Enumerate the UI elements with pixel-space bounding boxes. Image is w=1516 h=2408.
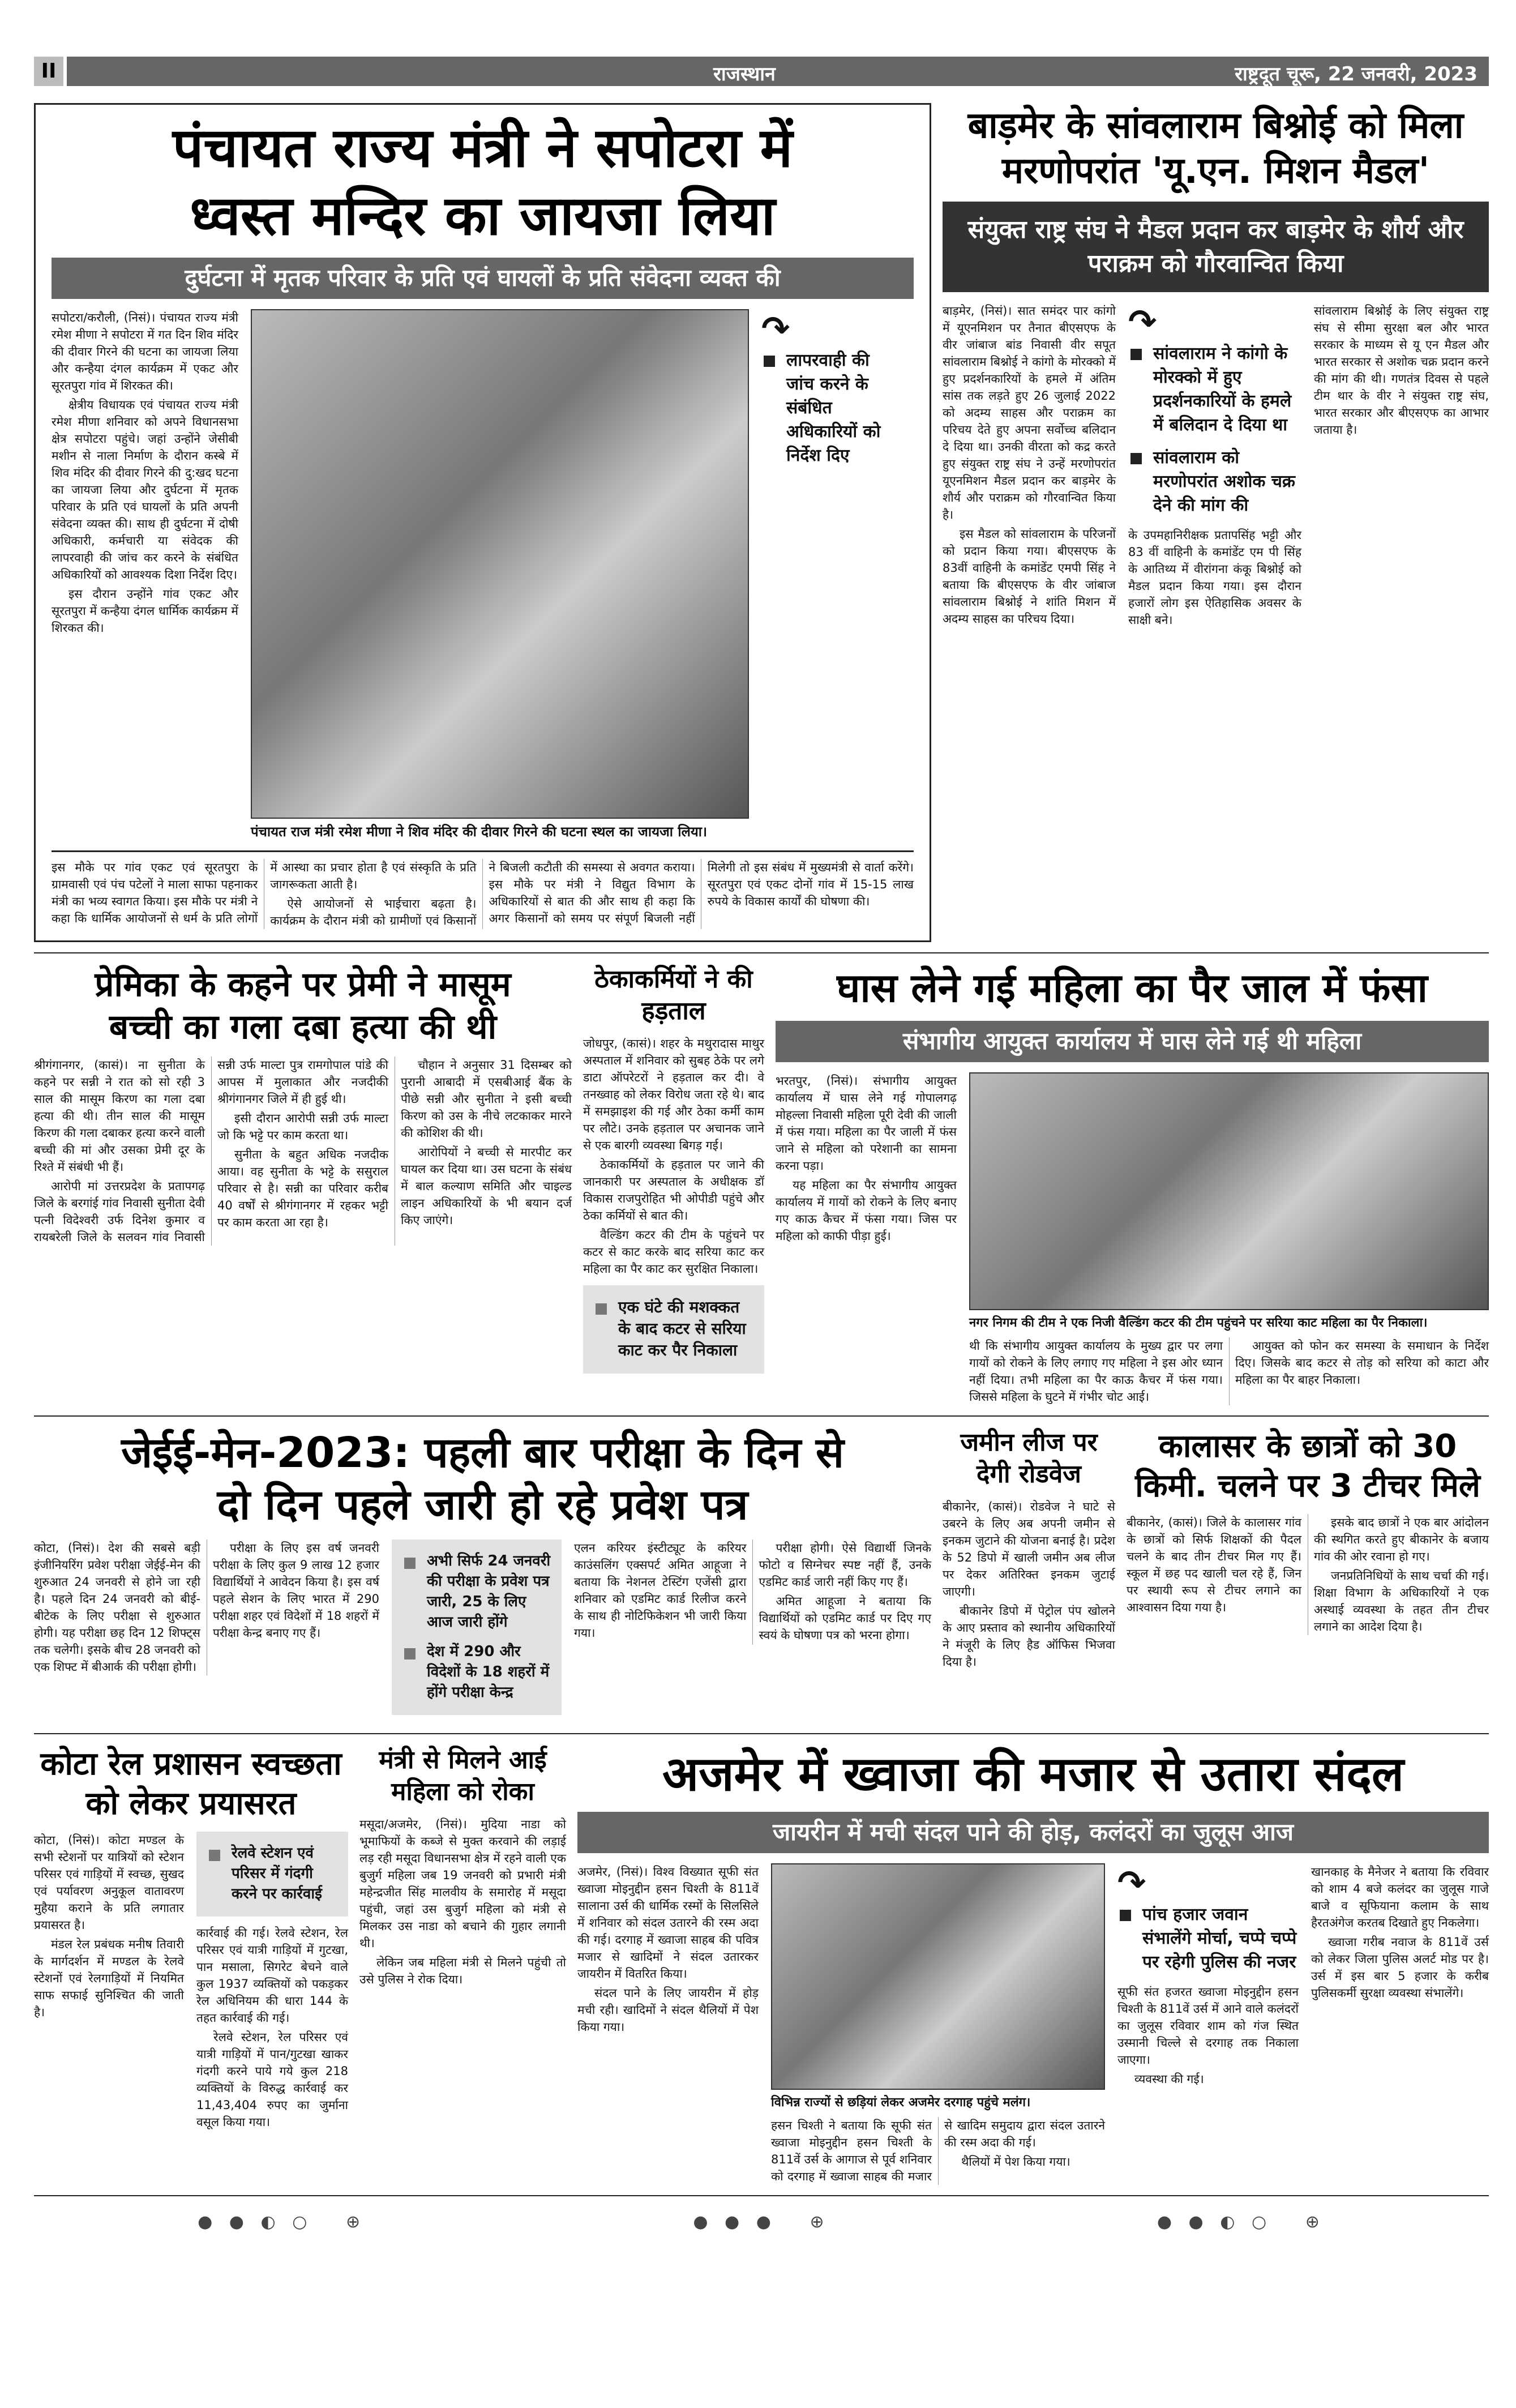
body-paragraph: थैलियों में पेश किया गया।	[961, 2154, 1070, 2169]
article-roadways-lease	[943, 1427, 1115, 1673]
headline	[34, 1427, 931, 1532]
body-paragraph: इसी दौरान आरोपी सन्नी उर्फ माल्टा जो कि भट्टे पर काम करता था।	[217, 1111, 388, 1142]
body-paragraph: परीक्षा होगी। ऐसे विद्यार्थी जिनके फोटो व सिग्नेचर स्पष्ट नहीं हैं, उनके एडमिट कार्ड जारी नहीं किए गए हैं।	[759, 1541, 931, 1589]
page-header	[34, 57, 1489, 86]
article-body-continued	[574, 1539, 931, 1645]
body-paragraph: मंडल रेल प्रबंधक मनीष तिवारी के मार्गदर्शन में मण्डल के रेलवे स्टेशनों एवं रेलगाड़ियों में नियमित साफ सफाई सुनिश्चित की जाती है।	[34, 1937, 184, 2019]
body-paragraph: रेलवे स्टेशन, रेल परिसर एवं यात्री गाड़ियों में पान/गुटखा खाकर गंदगी करने पाये गये कुल 218 व्यक्तियों के विरुद्ध कार्रवाई कर 11,43,404 रुपए का जुर्माना वसूल किया गया।	[196, 2030, 348, 2129]
body-paragraph: सूफी संत हजरत ख्वाजा मोइनुद्दीन हसन चिश्ती के 811वें उर्स में आने वाले कलंदरों का जुलूस रविवार शाम को गंज स्थित उस्मानी चिल्ले से दरगाह तक निकाला जाएगा।	[1117, 1984, 1299, 2067]
body-paragraph: ठेकाकर्मियों के हड़ताल पर जाने की जानकारी पर अस्पताल के अधीक्षक डॉ विकास राजपुरोहित भी ओपीडी पहुंचे और ठेका कर्मियों से बात की।	[583, 1157, 764, 1222]
photo-caption: विभिन्न राज्यों से छड़ियां लेकर अजमेर दरगाह पहुंचे मलंग।	[771, 2095, 1031, 2110]
subheadline: संयुक्त राष्ट्र संघ ने मैडल प्रदान कर बाड़मेर के शौर्य और पराक्रम को गौरवान्वित किया	[943, 202, 1489, 292]
article-body	[1127, 1514, 1489, 1635]
arrow-icon: ↷	[1117, 1863, 1146, 1903]
highlight-item: एक घंटे की मशक्कत के बाद कटर से सरिया काट कर पैर निकाला	[593, 1297, 754, 1361]
headline	[52, 114, 914, 250]
headline	[359, 1744, 566, 1808]
headline-line-1: कोटा रेल प्रशासन स्वच्छता	[40, 1745, 342, 1782]
article-body-right	[1311, 1863, 1489, 2004]
article-body-side	[1117, 1983, 1299, 2088]
highlight-item: सांवलाराम ने कांगो के मोरक्को में हुए प्रदर्शनकारियों के हमले में बलिदान दे दिया था	[1128, 342, 1301, 437]
article-kalasar	[1127, 1427, 1489, 1635]
headline-line-2: दो दिन पहले जारी हो रहे प्रवेश पत्र	[217, 1481, 748, 1530]
article-body	[577, 1863, 759, 2038]
article-body-right	[1314, 302, 1489, 440]
body-paragraph: क्षेत्रीय विधायक एवं पंचायत राज्य मंत्री रमेश मीणा शनिवार को अपने विधानसभा क्षेत्र सपोटरा पहुंचे। जहां उन्होंने जेसीबी मशीन से नाला निर्माण के दौरान कस्बे में शिव मंदिर की दीवार गिरने की दु:खद घटना का जायजा लिया और दुर्घटना में मृतक परिवार के प्रति एवं घायलों के प्रति अपनी संवेदना व्यक्त की। साथ ही दुर्घटना में दोषी अधिकारी, कर्मचारी या संवेदक की लापरवाही की जांच कर करने के संबंधित अधिकारियों को आवश्यक दिशा निर्देश दिए।	[52, 397, 238, 581]
body-paragraph: सांवलाराम बिश्नोई के लिए संयुक्त राष्ट्र संघ से सीमा सुरक्षा बल और भारत सरकार के माध्यम से यू एन मैडल और भारत सरकार से अशोक चक्र प्रदान करने की मांग की थी। गणतंत्र दिवस से पहले टीम थार के वीर ने संयुक्त राष्ट्र संघ, भारत सरकार और बीएसएफ का आभार जताया है।	[1314, 304, 1489, 437]
body-paragraph: सुनीता के बहुत अधिक नजदीक आया। वह सुनीता के भट्टे के ससुराल परिवार से है। सन्नी का परिवार करीब 40 वर्षों से श्रीगंगानगर में रहकर भट्टी पर काम करता आ रहा है।	[217, 1147, 388, 1229]
body-paragraph: व्यवस्था की गई।	[1134, 2072, 1204, 2086]
body-paragraph: वैल्डिंग कटर की टीम के पहुंचने पर कटर से काट करके बाद सरिया काट कर महिला का पैर काट कर सुरक्षित निकाला।	[583, 1227, 764, 1276]
row-1	[34, 103, 1489, 953]
article-jee-main	[34, 1427, 931, 1723]
body-paragraph: बीकानेर, (कासं)। जिले के कालासर गांव के छात्रों को सिर्फ शिक्षकों की पैदल चलने के बाद तीन टीचर मिल गए हैं। स्कूल में छह पद खाली चल रहे हैं, जिन पर स्थायी रूप से टीचर लगाने का आश्वासन दिया गया है।	[1127, 1515, 1301, 1614]
pullquote	[761, 349, 897, 468]
article-body	[52, 309, 238, 639]
subheadline: संभागीय आयुक्त कार्यालय में घास लेने गई थी महिला	[776, 1021, 1489, 1062]
registration-marks: ● ● ◐ ○ ⊕	[198, 2212, 366, 2232]
article-body	[34, 1057, 572, 1246]
body-paragraph: अमित आहूजा ने बताया कि विद्यार्थियों को एडमिट कार्ड पर दिए गए स्वयं के घोषणा पत्र को भरना होगा।	[759, 1594, 931, 1642]
highlight-item: रेलवे स्टेशन एवं परिसर में गंदगी करने पर कार्रवाई	[207, 1843, 338, 1904]
article-body-continued	[196, 1924, 348, 2131]
arrow-icon: ↷	[1128, 302, 1157, 342]
photo-woman-trapped	[969, 1072, 1489, 1310]
article-jodhpur-strike	[583, 964, 764, 1382]
highlights-box	[1128, 302, 1301, 517]
headline-line-2: को लेकर प्रयासरत	[85, 1785, 297, 1822]
headline-line-1: पंचायत राज्य मंत्री ने सपोटरा में	[172, 116, 793, 179]
article-body	[34, 1832, 184, 2023]
headline-line-2: मरणोपरांत 'यू.एन. मिशन मैडल'	[1001, 150, 1430, 192]
photo-malang-procession	[771, 1863, 1105, 2090]
article-body	[359, 1816, 566, 1988]
headline-line-2: ध्वस्त मन्दिर का जायजा लिया	[190, 184, 776, 247]
body-paragraph: परीक्षा के लिए इस वर्ष जनवरी परीक्षा के लिए कुल 9 लाख 12 हजार विद्यार्थियों ने आवेदन किया है। इस वर्ष पहले सेशन के लिए भारत में 290 परीक्षा शहर एवं विदेशों में 18 शहरों में परीक्षा केन्द्र बनाए गए हैं।	[213, 1541, 379, 1640]
subheadline: जायरीन में मची संदल पाने की होड़, कलंदरों का जुलूस आज	[577, 1812, 1489, 1853]
body-paragraph: आयुक्त को फोन कर समस्या के समाधान के निर्देश दिए। जिसके बाद कटर से तोड़ को सरिया को काटा और महिला का पैर बाहर निकाला।	[1235, 1338, 1489, 1387]
body-paragraph: के उपमहानिरीक्षक प्रतापसिंह भट्टी और 83 वीं वाहिनी के कमांडेंट एम पी सिंह के आतिथ्य में वीरांगना कंकू बिश्नोई को मैडल प्रदान किया गया। इस दौरान हजारों लोग इस ऐतिहासिक अवसर के साक्षी बने।	[1128, 528, 1301, 627]
headline-line-1: जेईई-मेन-2023: पहली बार परीक्षा के दिन से	[121, 1428, 844, 1477]
arrow-icon: ↷	[761, 309, 790, 349]
body-paragraph: जोधपुर, (कासं)। शहर के मथुरादास माथुर अस्पताल में शनिवार को सुबह ठेके पर लगे डाटा ऑपरेटरों ने हड़ताल कर दी। वे तनख्वाह को लेकर विरोध जता रहे थे। बाद में समझाइश की गई और ठेका कर्मी काम पर लौटे। उनके हड़ताल पर अचानक जाने से एक बारगी व्यवस्था बिगड़ गई।	[583, 1036, 764, 1152]
article-body-continued	[969, 1337, 1489, 1405]
article-barmer	[943, 103, 1489, 631]
body-paragraph: इस मौके पर गांव एकट एवं सूरतपुरा के ग्रामवासी एवं पंच पटेलों ने माला साफा पहनाकर मंत्री का भव्य स्वागत किया। इस मौके पर मंत्री ने कहा कि धार्मिक आयोजनों से धर्म के प्रति लोगों में आस्था का प्रचार होता है एवं संस्कृति के प्रति जागरूकता आती है।	[52, 860, 477, 925]
page-number: II	[34, 57, 67, 86]
row-3	[34, 1427, 1489, 1734]
body-paragraph: बीकानेर, (कासं)। रोडवेज ने घाटे से उबरने के लिए अब अपनी जमीन से इनकम जुटाने की योजना बनाई है। प्रदेश के 52 डिपो में खाली जमीन अब लीज पर देकर अतिरिक्त इनकम जुटाई जाएगी।	[943, 1499, 1115, 1598]
body-paragraph: ख्वाजा गरीब नवाज के 811वें उर्स को लेकर जिला पुलिस अलर्ट मोड पर है। उर्स में इस बार 5 हजार के करीब पुलिसकर्मी सुरक्षा व्यवस्था संभालेंगे।	[1311, 1935, 1489, 2000]
body-paragraph: सपोटरा/करौली, (निसं)। पंचायत राज्य मंत्री रमेश मीणा ने सपोटरा में गत दिन शिव मंदिर की दीवार गिरने की घटना का जायजा लिया और कन्हैया दंगल कार्यक्रम में एकट और सूरतपुरा गांव में शिरकत की।	[52, 310, 238, 392]
body-paragraph: श्रीगंगानगर, (कासं)। ना सुनीता के कहने पर सन्नी ने रात को सो रही 3 साल की मासूम किरण का गला दबा हत्या की थी। तीन साल की मासूम किरण की गला दबाकर हत्या करने वाली बच्ची की मां और उसका प्रेमी दूर के रिश्ते में संबंधी भी हैं।	[34, 1058, 205, 1174]
body-paragraph: आरोपी मां उत्तरप्रदेश के प्रतापगढ़ जिले के बरगांई गांव निवासी सुनीता देवी पत्नी विदेश्वरी उर्फ दिनेश कुमार व रायबरेली जिले के सलवन गांव निवासी सन्नी उर्फ माल्टा पुत्र रामगोपाल पांडे की आपस में मुलाकात और नजदीकी श्रीगंगानगर जिले में ही हुई थी।	[34, 1058, 388, 1244]
headline-line-1: मंत्री से मिलने आई	[379, 1745, 547, 1774]
headline: अजमेर में ख्वाजा की मजार से उतारा संदल	[662, 1746, 1404, 1802]
headline	[1127, 1427, 1489, 1506]
article-masuda	[359, 1744, 566, 1990]
headline-line-2: किमी. चलने पर 3 टीचर मिले	[1135, 1467, 1480, 1504]
body-paragraph: थी कि संभागीय आयुक्त कार्यालय के मुख्य द्वार पर लगा गायों को रोकने के लिए लगाए गए महिला ने इस ओर ध्यान नहीं दिया। तभी महिला का पैर काऊ कैचर में फंस गया। जिससे महिला के घुटने में गंभीर चोट आई।	[969, 1338, 1223, 1404]
body-paragraph: कोटा, (निसं)। देश की सबसे बड़ी इंजीनियरिंग प्रवेश परीक्षा जेईई-मेन की शुरुआत 24 जनवरी से होने जा रही है। पहले दिन 24 जनवरी को बीई-बीटेक के लिए परीक्षा से शुरुआत होगी। यह परीक्षा छह दिन 12 शिफ्ट्स तक चलेगी। इसके बीच 28 जनवरी को एक शिफ्ट में बीआर्क की परीक्षा होगी।	[34, 1541, 200, 1674]
highlight-box	[196, 1832, 348, 1917]
article-body	[776, 1072, 957, 1247]
highlight-item: अभी सिर्फ 24 जनवरी की परीक्षा के प्रवेश पत्र जारी, 25 के लिए आज जारी होंगे	[402, 1551, 551, 1632]
registration-marks-row	[34, 2206, 1489, 2249]
photo-caption: पंचायत राज मंत्री रमेश मीणा ने शिव मंदिर की दीवार गिरने की घटना स्थल का जायजा लिया।	[251, 823, 708, 840]
article-bharatpur	[776, 964, 1489, 1405]
headline: ठेकाकर्मियों ने की हड़ताल	[594, 964, 753, 1025]
article-ajmer	[577, 1744, 1489, 2185]
row-4	[34, 1744, 1489, 2196]
pullquote-text: लापरवाही की जांच करने के संबंधित अधिकारियों को निर्देश दिए	[761, 349, 897, 468]
body-paragraph: इस दौरान उन्होंने गांव एकट और सूरतपुरा में कन्हैया दंगल धार्मिक कार्यक्रम में शिरकत की।	[52, 587, 238, 635]
row-2	[34, 964, 1489, 1417]
headline	[943, 103, 1489, 194]
body-paragraph: आरोपियों ने बच्ची से मारपीट कर घायल कर दिया था। उस घटना के संबंध में बाल कल्याण समिति और चाइल्ड लाइन अधिकारियों के भी बयान दर्ज किए जाएंगे।	[401, 1145, 572, 1227]
body-paragraph: जनप्रतिनिधियों के साथ चर्चा की गई। शिक्षा विभाग के अधिकारियों ने एक अस्थाई व्यवस्था के तहत तीन टीचर लगाने का आदेश दिया है।	[1314, 1568, 1489, 1633]
highlights-box	[392, 1539, 562, 1715]
body-paragraph: संदल पाने के लिए जायरीन में होड़ मची रही। खादिमों ने संदल थैलियों में पेश किया गया।	[577, 1986, 759, 2034]
headline	[34, 964, 572, 1049]
body-paragraph: कोटा, (निसं)। कोटा मण्डल के सभी स्टेशनों पर यात्रियों को स्टेशन परिसर एवं गाड़ियों में स्वच्छ, सुखद एवं पर्यावरण अनुकूल वातावरण मुहैया कराने के प्रति लगातार प्रयासरत है।	[34, 1833, 184, 1932]
body-paragraph: हसन चिश्ती ने बताया कि सूफी संत ख्वाजा मोइनुद्दीन हसन चिश्ती के 811वें उर्स के आगाज से पूर्व शनिवार को दरगाह में ख्वाजा साहब की मजार से खादिम समुदाय द्वारा संदल उतारने की रस्म अदा की गई।	[771, 2118, 1105, 2183]
body-paragraph: यह महिला का पैर संभागीय आयुक्त कार्यालय में गायों को रोकने के लिए बनाए गए काऊ कैचर में फंसा गया। जिस पर महिला को काफी पीड़ा हुई।	[776, 1178, 957, 1243]
registration-marks: ● ● ● ⊕	[693, 2212, 830, 2232]
headline-line-2: बच्ची का गला दबा हत्या की थी	[109, 1007, 497, 1047]
subheadline: दुर्घटना में मृतक परिवार के प्रति एवं घायलों के प्रति संवेदना व्यक्त की	[52, 258, 914, 299]
article-body	[583, 1035, 764, 1277]
headline-line-1: बाड़मेर के सांवलाराम बिश्नोई को मिला	[967, 105, 1464, 147]
body-paragraph: लेकिन जब महिला मंत्री से मिलने पहुंची तो उसे पुलिस ने रोक दिया।	[359, 1955, 566, 1986]
dateline: राष्ट्रदूत चूरू, 22 जनवरी, 2023	[1235, 63, 1478, 85]
highlight-box	[1117, 1863, 1299, 1974]
article-kota-rail	[34, 1744, 348, 2133]
headline: जमीन लीज पर देगी रोडवेज	[960, 1427, 1098, 1489]
body-paragraph: मसूदा/अजमेर, (निसं)। मुदिया नाडा को भूमाफियों के कब्जे से मुक्त करवाने की लड़ाई लड़ रही मसूदा विधानसभा क्षेत्र में रहने वाली एक बुजुर्ग महिला जब 19 जनवरी को प्रभारी मंत्री महेन्द्रजीत सिंह मालवीय के समारोह में मसूदा पहुंची, जहां उस बुजुर्ग महिला को मंत्री से मिलकर उस नाडा को बचाने की गुहार लगानी थी।	[359, 1817, 566, 1950]
article-body-continued	[771, 2117, 1105, 2185]
body-paragraph: खानकाह के मैनेजर ने बताया कि रविवार को शाम 4 बजे कलंदर का जुलूस गाजे बाजे व सूफियाना कलाम के साथ हैरतअंगेज करतब दिखाते हुए निकलेगा।	[1311, 1864, 1489, 1930]
body-paragraph: इस मैडल को सांवलाराम के परिजनों को प्रदान किया गया। बीएसएफ के 83वीं वाहिनी के कमांडेंट एमपी सिंह ने बताया कि बीएसएफ के वीर जांबाज सांवलाराम बिश्नोई ने शांति मिशन में अदम्य साहस का परिचय दिया।	[943, 527, 1116, 626]
highlight-item: सांवलाराम को मरणोपरांत अशोक चक्र देने की मांग की	[1128, 446, 1301, 517]
headline-line-1: कालासर के छात्रों को 30	[1158, 1427, 1457, 1465]
newspaper-page	[34, 0, 1489, 2249]
highlight-item: देश में 290 और विदेशों के 18 शहरों में होंगे परीक्षा केन्द्र	[402, 1641, 551, 1703]
body-paragraph: ऐसे आयोजनों से भाईचारा बढ़ता है। कार्यक्रम के दौरान मंत्री को ग्रामीणों एवं किसानों ने बिजली कटौती की समस्या से अवगत कराया। इस मौके पर मंत्री ने विद्युत विभाग के अधिकारियों से बात की और साथ ही कहा कि अगर किसानों को समय पर संपूर्ण बिजली नहीं मिलेगी तो इस संबंध में मुख्यमंत्री से वार्ता करेंगे। सूरतपुरा एवं एकट दोनों गांव में 15-15 लाख रुपये के विकास कार्यों की घोषणा की।	[270, 860, 914, 927]
article-sapotra	[34, 103, 931, 942]
article-body	[34, 1539, 379, 1675]
article-body	[943, 1498, 1115, 1670]
section-title: राजस्थान	[713, 63, 776, 85]
headline-line-1: प्रेमिका के कहने पर प्रेमी ने मासूम	[95, 964, 511, 1004]
body-paragraph: भरतपुर, (निसं)। संभागीय आयुक्त कार्यालय में घास लेने गई गोपालगढ़ मोहल्ला निवासी महिला पूरी देवी की जाली में फंस गया। महिला का पैर जाली में फंस जाने से महिला को परेशानी का सामना करना पड़ा।	[776, 1073, 957, 1173]
body-paragraph: कार्रवाई की गई। रेलवे स्टेशन, रेल परिसर एवं यात्री गाड़ियों में गुटखा, पान मसाला, सिगरेट बेचने वाले कुल 1937 व्यक्तियों को पकड़कर रेल अधिनियम की धारा 144 के तहत कार्रवाई की गई।	[196, 1926, 348, 2025]
body-paragraph: इसके बाद छात्रों ने एक बार आंदोलन की स्थगित करते हुए बीकानेर के बजाय गांव की ओर रवाना हो गए।	[1314, 1515, 1489, 1563]
body-paragraph: एलन करियर इंस्टीट्यूट के करियर काउंसलिंग एक्सपर्ट अमित आहूजा ने बताया कि नेशनल टेस्टिंग एजेंसी द्वारा शनिवार को एडमिट कार्ड रिलीज करने के साथ ही नोटिफिकेशन भी जारी किया गया।	[574, 1541, 747, 1640]
photo-caption: नगर निगम की टीम ने एक निजी वैल्डिंग कटर की टीम पहुंचने पर सरिया काट महिला का पैर निकाला।	[969, 1315, 1428, 1330]
article-body	[943, 302, 1116, 630]
article-sriganganagar	[34, 964, 572, 1246]
highlight-box	[583, 1285, 764, 1374]
headline: घास लेने गई महिला का पैर जाल में फंसा	[837, 964, 1428, 1011]
highlight-item: पांच हजार जवान संभालेंगे मोर्चा, चप्पे चप्पे पर रहेगी पुलिस की नजर	[1117, 1903, 1299, 1974]
article-body-continued	[52, 859, 914, 929]
headline	[34, 1744, 348, 1824]
headline-line-2: महिला को रोका	[391, 1777, 534, 1806]
body-paragraph: अजमेर, (निसं)। विश्व विख्यात सूफी संत ख्वाजा मोइनुद्दीन हसन चिश्ती के 811वें सालाना उर्स की धार्मिक रस्मों के सिलसिले में शनिवार को संदल उतारने की रस्म अदा की गई। दरगाह में ख्वाजा साहब की पवित्र मजार से खादिमों ने संदल उतारकर जायरीन में वितरित किया।	[577, 1864, 759, 1981]
body-paragraph: बाड़मेर, (निसं)। सात समंदर पार कांगो में यूएनमिशन पर तैनात बीएसएफ के वीर जांबाज बांड निवासी वीर सपूत सांवलाराम बिश्नोई ने कांगो के मोरक्को में हुए प्रदर्शनकारियों के हमले में अंतिम सांस तक लड़ते हुए 26 जुलाई 2022 को अदम्य साहस और पराक्रम का परिचय देते हुए अपना सर्वोच्च बलिदान दे दिया था। उनकी वीरता को कद्र करते हुए संयुक्त राष्ट्र संघ ने उन्हें मरणोपरांत यूएनमिशन मैडल प्रदान कर बाड़मेर के शौर्य और पराक्रम को गौरवान्वित किया है।	[943, 304, 1116, 521]
body-paragraph: चौहान ने अनुसार 31 दिसम्बर को पुरानी आबादी में एसबीआई बैंक के पीछे सन्नी और सुनीता ने इसी बच्ची किरण को उस के नीचे लटकाकर मारने की कोशिश की थी।	[401, 1058, 572, 1140]
body-paragraph: बीकानेर डिपो में पेट्रोल पंप खोलने के आए प्रस्ताव को स्थानीय अधिकारियों ने मंजूरी के लिए हैड ऑफिस भिजवा दिया है।	[943, 1603, 1115, 1669]
article-body-middle	[1128, 527, 1301, 628]
photo-minister-inspection	[251, 309, 749, 819]
registration-marks: ● ● ◐ ○ ⊕	[1157, 2212, 1325, 2232]
